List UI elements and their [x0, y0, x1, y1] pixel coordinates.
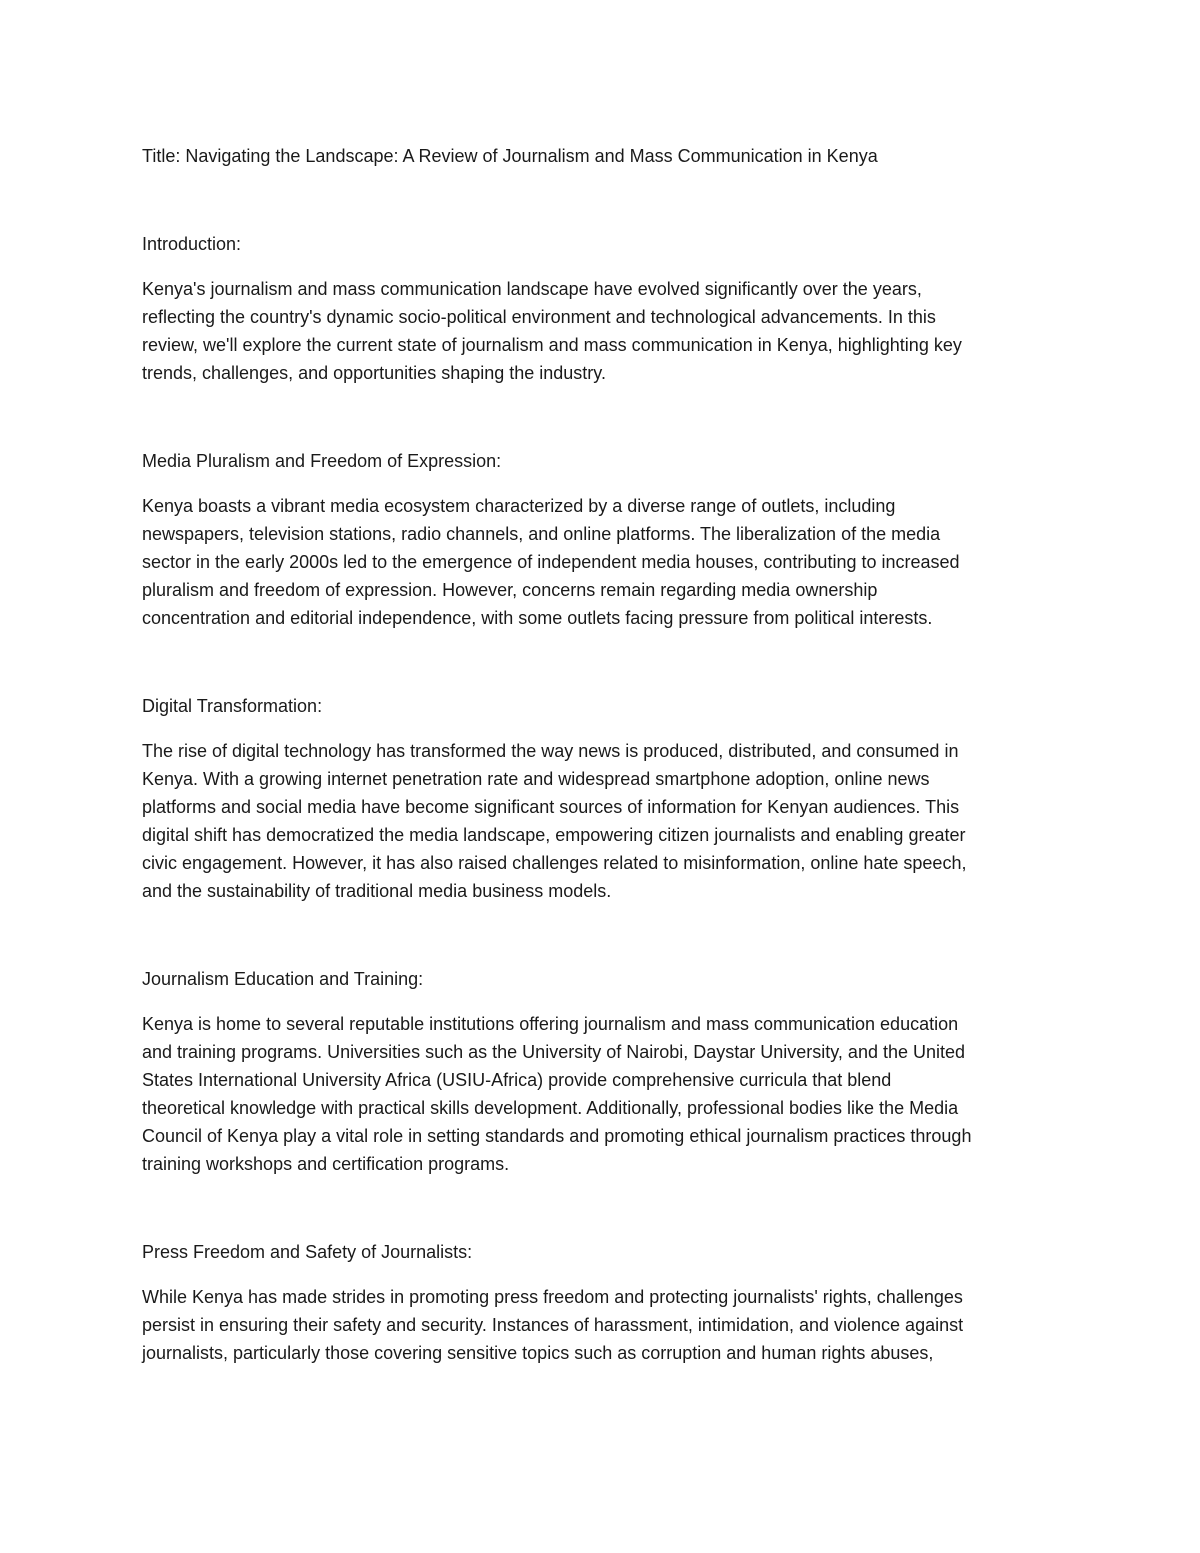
section-heading: Journalism Education and Training:: [142, 969, 424, 989]
paragraph-line: newspapers, television stations, radio channels, and online platforms. The liberalization of the media: [142, 524, 941, 544]
section-digital-transformation: [142, 692, 1062, 905]
document-body: [142, 142, 1062, 1427]
paragraph-line: pluralism and freedom of expression. However, concerns remain regarding media ownership: [142, 580, 878, 600]
paragraph-line: theoretical knowledge with practical skills development. Additionally, professional bodies like the Media: [142, 1098, 959, 1118]
section-heading: Press Freedom and Safety of Journalists:: [142, 1242, 473, 1262]
paragraph-line: digital shift has democratized the media landscape, empowering citizen journalists and enabling greater: [142, 825, 966, 845]
section-paragraph: [142, 275, 1062, 387]
paragraph-line: concentration and editorial independence, with some outlets facing pressure from political interests.: [142, 608, 933, 628]
paragraph-line: Council of Kenya play a vital role in setting standards and promoting ethical journalism practices through: [142, 1126, 972, 1146]
section-media-pluralism: [142, 447, 1062, 632]
paragraph-line: The rise of digital technology has transformed the way news is produced, distributed, and consumed in: [142, 741, 959, 761]
paragraph-line: civic engagement. However, it has also raised challenges related to misinformation, online hate speech,: [142, 853, 967, 873]
paragraph-line: persist in ensuring their safety and security. Instances of harassment, intimidation, and violence against: [142, 1315, 964, 1335]
paragraph-line: sector in the early 2000s led to the emergence of independent media houses, contributing to increased: [142, 552, 960, 572]
paragraph-line: reflecting the country's dynamic socio-political environment and technological advancements. In this: [142, 307, 936, 327]
section-heading: Introduction:: [142, 234, 242, 254]
section-paragraph: [142, 1010, 1062, 1178]
document-title: Title: Navigating the Landscape: A Review of Journalism and Mass Communication in Kenya: [142, 146, 878, 166]
section-press-freedom: [142, 1238, 1062, 1367]
section-heading: Digital Transformation:: [142, 696, 323, 716]
paragraph-line: Kenya's journalism and mass communication landscape have evolved significantly over the years,: [142, 279, 922, 299]
paragraph-line: training workshops and certification programs.: [142, 1154, 510, 1174]
section-introduction: [142, 230, 1062, 387]
section-paragraph: [142, 737, 1062, 905]
section-journalism-education: [142, 965, 1062, 1178]
paragraph-line: journalists, particularly those covering sensitive topics such as corruption and human rights abuses,: [142, 1343, 934, 1363]
paragraph-line: Kenya. With a growing internet penetration rate and widespread smartphone adoption, online news: [142, 769, 930, 789]
section-paragraph: [142, 492, 1062, 632]
paragraph-line: trends, challenges, and opportunities shaping the industry.: [142, 363, 606, 383]
paragraph-line: Kenya boasts a vibrant media ecosystem characterized by a diverse range of outlets, including: [142, 496, 896, 516]
paragraph-line: States International University Africa (USIU-Africa) provide comprehensive curricula that blend: [142, 1070, 892, 1090]
paragraph-line: platforms and social media have become significant sources of information for Kenyan audiences. This: [142, 797, 960, 817]
paragraph-line: and training programs. Universities such as the University of Nairobi, Daystar University, and the United: [142, 1042, 966, 1062]
paragraph-line: Kenya is home to several reputable institutions offering journalism and mass communication education: [142, 1014, 959, 1034]
section-paragraph: [142, 1283, 1062, 1367]
paragraph-line: review, we'll explore the current state of journalism and mass communication in Kenya, highlighting key: [142, 335, 962, 355]
paragraph-line: and the sustainability of traditional media business models.: [142, 881, 612, 901]
section-heading: Media Pluralism and Freedom of Expression:: [142, 451, 502, 471]
paragraph-line: While Kenya has made strides in promoting press freedom and protecting journalists' rights, challenges: [142, 1287, 963, 1307]
